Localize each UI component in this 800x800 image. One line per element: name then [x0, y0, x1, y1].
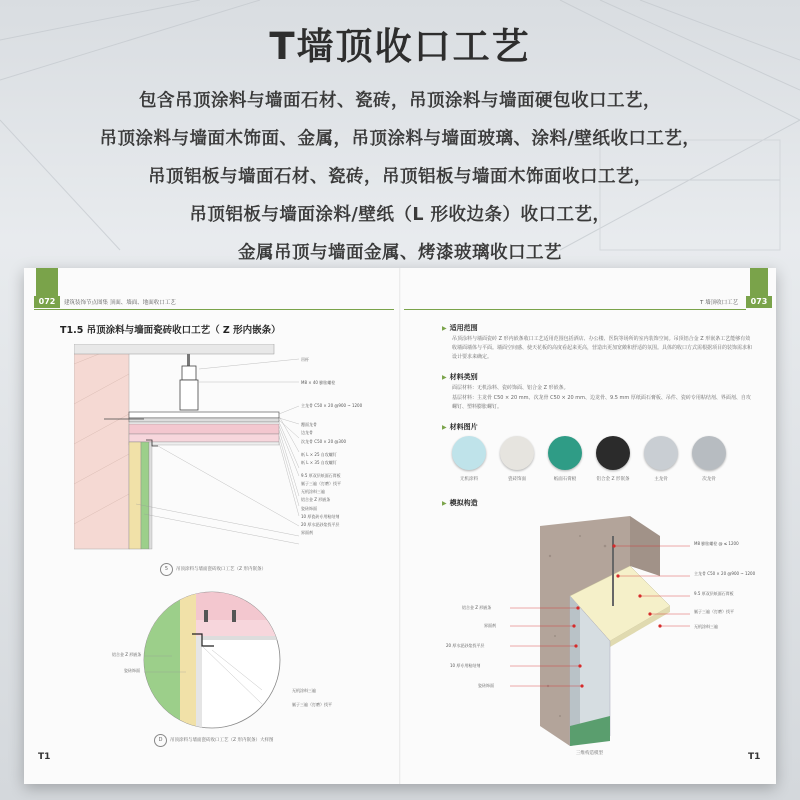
- model-callout-left: 界面剂: [484, 623, 496, 628]
- swatch-label: 纸面石膏板: [553, 477, 577, 482]
- model-callout-left: 10 厚专用粘结剂: [450, 663, 481, 668]
- right-page-number: 073: [746, 296, 772, 308]
- model-callout-right: 主龙骨 C50 × 20 @900 ~ 1200: [694, 571, 756, 576]
- caption-marker: 5: [160, 563, 173, 576]
- detail-caption: 吊顶涂料与墙面瓷砖收口工艺（Z 形内嵌条）大样图: [170, 738, 274, 743]
- detail-circle-drawing: [142, 590, 282, 730]
- swatch-label: 主龙骨: [654, 477, 668, 482]
- left-page-header: 建筑装饰节点图集 顶面、墙面、地面收口工艺: [64, 300, 176, 306]
- heading-marker-icon: ▶: [442, 374, 447, 381]
- callout-label: 10 厚瓷砖专用粘结剂: [301, 514, 340, 519]
- material-swatch-z-strip: [596, 436, 630, 470]
- callout-label: 吊杆: [301, 357, 309, 362]
- model-caption: 三维构造模型: [576, 751, 603, 756]
- detail-label: 瓷砖饰面: [124, 668, 140, 673]
- callout-label: 界面剂: [301, 530, 313, 535]
- scope-heading: ▶ 适用范围: [442, 324, 478, 332]
- material-swatch-tile: [500, 436, 534, 470]
- section-caption: 吊顶涂料与墙面瓷砖收口工艺（Z 形内嵌条）: [176, 567, 267, 572]
- callout-label: 纸 L × 35 自攻螺钉: [301, 460, 337, 465]
- material-swatch-main-keel: [644, 436, 678, 470]
- detail-label: 无机涂料三遍: [292, 688, 316, 693]
- model-callout-right: 9.5 厚双层纸面石膏板: [694, 591, 734, 596]
- materials-heading: ▶ 材料类别: [442, 373, 478, 381]
- callout-label: 纸 L × 25 自攻螺钉: [301, 452, 337, 457]
- heading-marker-icon: ▶: [442, 325, 447, 332]
- callout-label: 无机涂料三遍: [301, 489, 325, 494]
- swatch-label: 无机涂料: [460, 477, 478, 482]
- materials-surface-text: 面层材料：无机涂料、瓷砖饰面、铝合金 Z 形嵌条。: [452, 385, 569, 391]
- model-callout-right: 腻子三遍（打磨）找平: [694, 609, 734, 614]
- hero-line: 吊顶铝板与墙面石材、瓷砖，吊顶铝板与墙面木饰面收口工艺，: [148, 167, 652, 187]
- callout-label: 覆面龙骨: [301, 422, 317, 427]
- right-footer-code: T1: [748, 752, 761, 762]
- callout-label: 9.5 厚双层纸面石膏板: [301, 473, 341, 478]
- model-callout-left: 20 厚水泥砂浆找平层: [446, 643, 485, 648]
- hero-title: T墙顶收口工艺: [269, 25, 531, 68]
- left-page-tab: [36, 268, 58, 296]
- right-page-tab: [750, 268, 768, 296]
- heading-marker-icon: ▶: [442, 424, 447, 431]
- swatch-label: 瓷砖饰面: [508, 477, 526, 482]
- right-header-rule: [404, 309, 746, 310]
- right-page: [400, 268, 776, 784]
- callout-label: 20 厚水泥砂浆找平层: [301, 522, 340, 527]
- callout-label: 主龙骨 C50 × 20 @900 ~ 1200: [301, 403, 363, 408]
- material-swatch-secondary-keel: [692, 436, 726, 470]
- ceiling-wall-section-drawing: [74, 344, 394, 554]
- detail-label: 腻子三遍（打磨）找平: [292, 702, 332, 707]
- callout-label: 腻子三遍（打磨）找平: [301, 481, 341, 486]
- callout-label: 铝合金 Z 形嵌条: [301, 497, 331, 502]
- callout-label: 瓷砖饰面: [301, 506, 317, 511]
- heading-marker-icon: ▶: [442, 500, 447, 507]
- material-swatch-inorganic-paint: [452, 436, 486, 470]
- caption-marker: D: [154, 734, 167, 747]
- hero-description: [0, 82, 800, 272]
- left-header-rule: [34, 309, 394, 310]
- material-swatch-plasterboard: [548, 436, 582, 470]
- detail-label: 铝合金 Z 形嵌条: [112, 652, 142, 657]
- callout-label: M8 × 40 膨胀螺栓: [301, 380, 336, 385]
- hero-line: 吊顶铝板与墙面涂料/壁纸（L 形收边条）收口工艺，: [189, 205, 611, 225]
- materials-base-text: 基层材料：主龙骨 C50 × 20 mm、次龙骨 C50 × 20 mm、边龙骨、9.5 mm 厚纸面石膏板、吊件、瓷砖专用粘结剂、界面剂、自攻螺钉、塑料膨胀螺钉。: [452, 395, 751, 410]
- hero-line: 包含吊顶涂料与墙面石材、瓷砖，吊顶涂料与墙面硬包收口工艺，: [139, 91, 661, 111]
- model-callout-right: M8 膨胀螺栓 @ ≤ 1200: [694, 541, 739, 546]
- photos-heading: ▶ 材料图片: [442, 423, 478, 431]
- model-callout-left: 铝合金 Z 形嵌条: [462, 605, 492, 610]
- hero-line: 金属吊顶与墙面金属、烤漆玻璃收口工艺: [238, 243, 562, 263]
- model-callout-left: 瓷砖饰面: [478, 683, 494, 688]
- 3d-construction-model: [510, 516, 690, 746]
- callout-label: 边龙骨: [301, 430, 313, 435]
- swatch-label: 次龙骨: [702, 477, 716, 482]
- swatch-label: 铝合金 Z 形嵌条: [596, 477, 630, 482]
- left-page: [24, 268, 400, 784]
- left-page-number: 072: [34, 296, 60, 308]
- hero-line: 吊顶涂料与墙面木饰面、金属，吊顶涂料与墙面玻璃、涂料/壁纸收口工艺，: [99, 129, 701, 149]
- model-callout-right: 无机涂料三遍: [694, 624, 718, 629]
- model-heading: ▶ 模拟构造: [442, 499, 478, 507]
- scope-text: 吊顶涂料与墙面瓷砖 Z 形内嵌条收口工艺适用范围包括酒店、办公楼、医院等场所的室内装饰空间。吊顶铝合金 Z 形嵌条工艺能够有效收墙面墙体与平面。墙面空间感、使天花板的高度看起来更高，营造出更加宽敞和舒适的氛围。具体的收口方式需根据项目的装饰需求和设计要求来确定。: [452, 336, 753, 360]
- left-footer-code: T1: [38, 752, 51, 762]
- right-page-header: T 墙顶收口工艺: [700, 300, 739, 306]
- callout-label: 次龙骨 C50 × 20 @300: [301, 439, 347, 444]
- open-book: [24, 268, 776, 784]
- left-section-title: T1.5 吊顶涂料与墙面瓷砖收口工艺（ Z 形内嵌条）: [60, 325, 281, 336]
